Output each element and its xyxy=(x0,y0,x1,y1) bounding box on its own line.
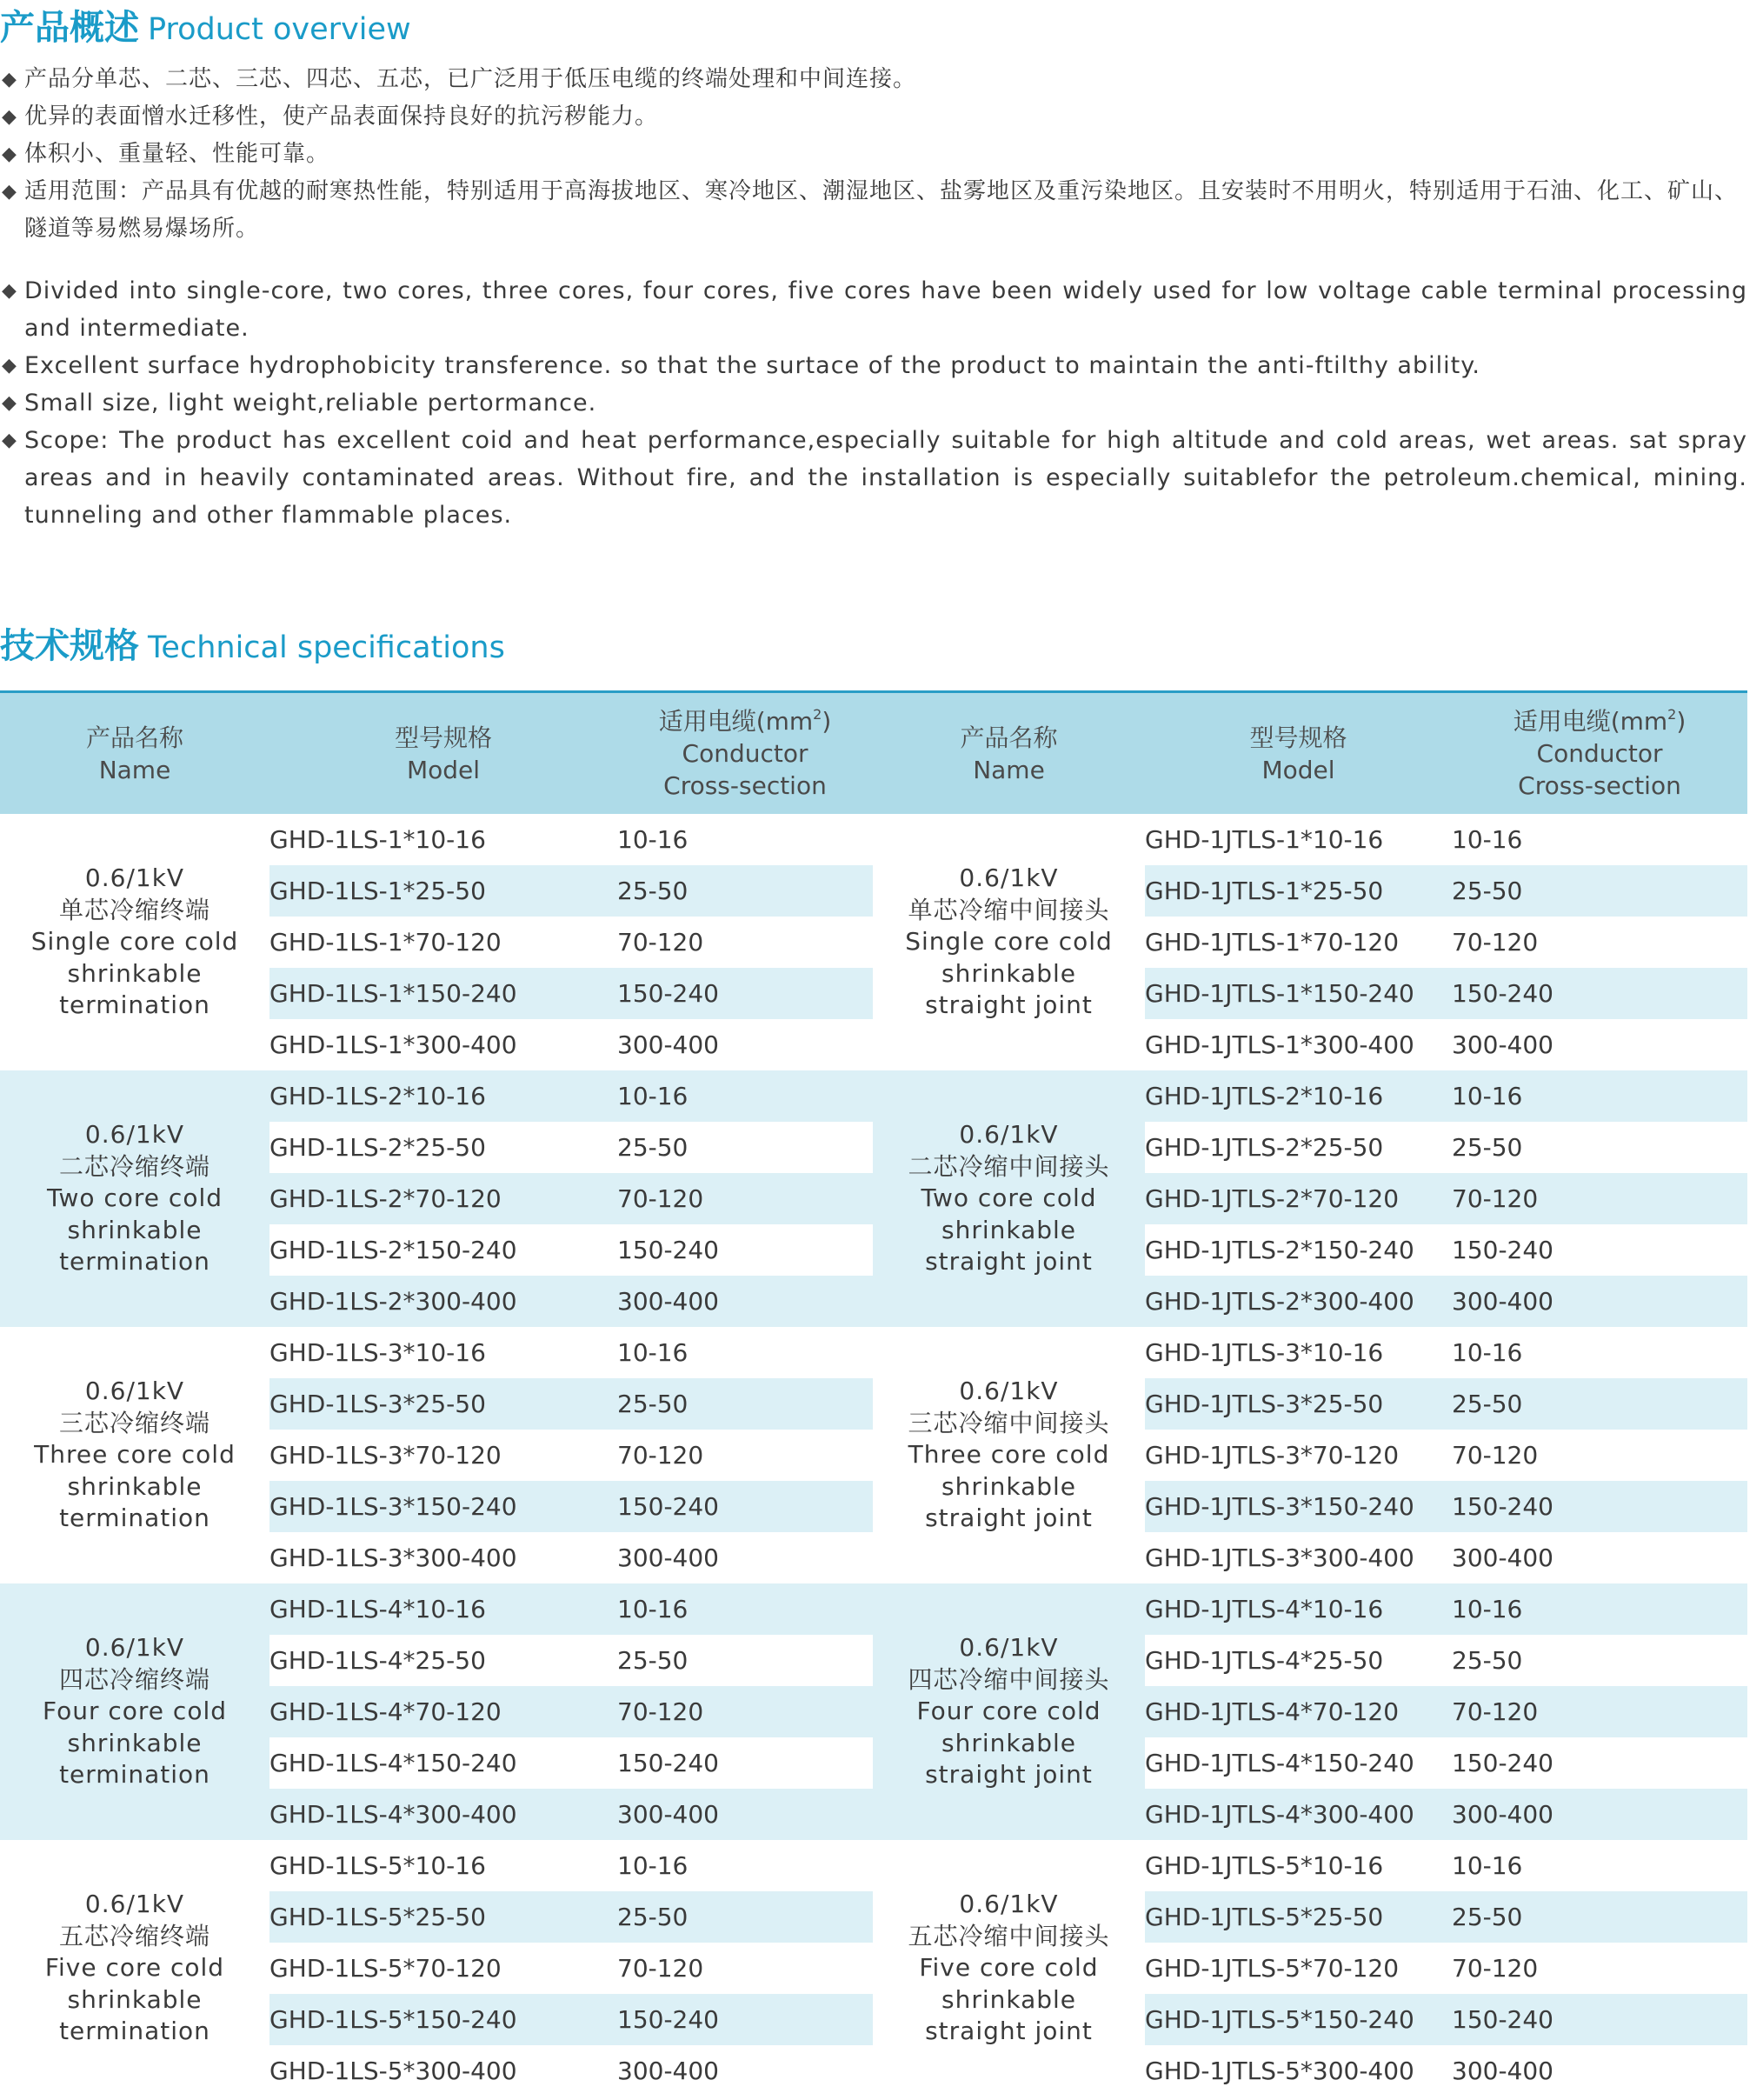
product-name-line: 二芯冷缩终端 xyxy=(58,1151,210,1181)
cross-section-cell: 150-240 xyxy=(617,1994,873,2045)
cross-section-cell: 70-120 xyxy=(617,1441,704,1470)
product-name-line: straight joint xyxy=(925,990,1093,1020)
product-name-line: straight joint xyxy=(925,1247,1093,1277)
model-cell: GHD-1JTLS-1*70-120 xyxy=(1145,928,1400,957)
cross-section-cell: 25-50 xyxy=(617,1378,873,1430)
model-cell: GHD-1LS-1*25-50 xyxy=(269,865,617,917)
bullet-cn: ◆ 产品分单芯、二芯、三芯、四芯、五芯，已广泛用于低压电缆的终端处理和中间连接。 xyxy=(0,61,1747,98)
table-row xyxy=(0,1070,1747,1122)
product-name-line: Three core cold xyxy=(908,1440,1110,1470)
model-cell: GHD-1JTLS-1*10-16 xyxy=(1145,825,1384,854)
bullet-cn: ◆ 适用范围：产品具有优越的耐寒热性能，特别适用于高海拔地区、寒冷地区、潮湿地区、盐雾地区及重污染地区。且安装时不用明火，特别适用于石油、化工、矿山、隧道等易燃易爆场所。 xyxy=(0,173,1747,248)
product-name-line: 0.6/1kV xyxy=(959,1377,1059,1406)
model-cell: GHD-1JTLS-3*10-16 xyxy=(1145,1338,1384,1367)
product-name-line: 四芯冷缩终端 xyxy=(58,1664,210,1694)
cross-section-cell: 150-240 xyxy=(617,1224,873,1276)
spec-group xyxy=(0,1327,1747,1583)
cross-section-cell: 300-400 xyxy=(617,1789,873,1840)
product-name-line: termination xyxy=(59,1503,210,1533)
cross-section-cell: 70-120 xyxy=(1452,1954,1539,1983)
bullet-en: ◆ Divided into single-core, two cores, three cores, four cores, five cores have been widely used for low voltage cable terminal processing and intermediate. xyxy=(0,272,1747,347)
model-cell: GHD-1LS-3*150-240 xyxy=(269,1481,617,1532)
model-cell: GHD-1JTLS-4*10-16 xyxy=(1145,1583,1452,1635)
product-name-line: Single core cold xyxy=(905,927,1113,957)
header-model-left: 型号规格 Model xyxy=(269,692,617,815)
product-name-line: shrinkable xyxy=(67,1728,203,1757)
product-name-cell xyxy=(0,1583,269,1840)
product-name-line: shrinkable xyxy=(941,1215,1077,1244)
model-cell: GHD-1JTLS-1*300-400 xyxy=(1145,1030,1414,1059)
product-name-line: 0.6/1kV xyxy=(84,1633,185,1663)
overview-bullets-en xyxy=(0,272,1747,534)
model-cell: GHD-1JTLS-2*25-50 xyxy=(1145,1122,1452,1173)
product-name-line: Single core cold xyxy=(30,927,239,957)
spec-table xyxy=(0,690,1747,2097)
model-cell: GHD-1JTLS-4*300-400 xyxy=(1145,1789,1452,1840)
cross-section-cell: 150-240 xyxy=(617,1737,873,1789)
header-cross-section-left: 适用电缆$(mm^2)$ Conductor Cross-section xyxy=(617,692,873,815)
diamond-bullet-icon: ◆ xyxy=(2,280,17,302)
model-cell: GHD-1LS-5*300-400 xyxy=(269,2057,517,2085)
model-cell: GHD-1JTLS-3*70-120 xyxy=(1145,1441,1400,1470)
model-cell: GHD-1JTLS-5*70-120 xyxy=(1145,1954,1400,1983)
specs-title xyxy=(0,618,505,668)
product-name-line: 0.6/1kV xyxy=(959,1890,1059,1919)
model-cell: GHD-1LS-5*70-120 xyxy=(269,1954,502,1983)
cross-section-cell: 150-240 xyxy=(1452,1481,1747,1532)
spec-header-row xyxy=(0,692,1747,815)
bullet-cn: ◆ 优异的表面憎水迁移性，使产品表面保持良好的抗污秽能力。 xyxy=(0,98,1747,136)
model-cell: GHD-1LS-3*70-120 xyxy=(269,1441,502,1470)
product-name-line: 五芯冷缩中间接头 xyxy=(908,1921,1110,1950)
table-row xyxy=(0,1583,1747,1635)
product-name-line: Two core cold xyxy=(921,1183,1097,1213)
cross-section-cell: 150-240 xyxy=(1452,968,1747,1019)
product-name-line: 0.6/1kV xyxy=(84,863,185,893)
table-row xyxy=(0,1327,1747,1378)
cross-section-cell: 300-400 xyxy=(617,1030,719,1059)
model-cell: GHD-1JTLS-2*300-400 xyxy=(1145,1276,1452,1327)
cross-section-cell: 150-240 xyxy=(1452,1737,1747,1789)
product-name-cell xyxy=(0,1070,269,1327)
table-row xyxy=(0,814,1747,865)
cross-section-cell: 300-400 xyxy=(1452,1789,1747,1840)
product-name-line: Three core cold xyxy=(34,1440,236,1470)
table-row xyxy=(0,1840,1747,1891)
model-cell: GHD-1LS-2*150-240 xyxy=(269,1224,617,1276)
model-cell: GHD-1LS-4*150-240 xyxy=(269,1737,617,1789)
model-cell: GHD-1JTLS-1*25-50 xyxy=(1145,865,1452,917)
product-name-line: Four core cold xyxy=(916,1697,1101,1726)
spec-group xyxy=(0,1840,1747,2097)
cross-section-cell: 70-120 xyxy=(617,1954,704,1983)
cross-section-cell: 70-120 xyxy=(1452,1686,1747,1737)
cross-section-cell: 300-400 xyxy=(617,1276,873,1327)
model-cell: GHD-1JTLS-1*150-240 xyxy=(1145,968,1452,1019)
cross-section-cell: 10-16 xyxy=(1452,825,1523,854)
cross-section-cell: 300-400 xyxy=(617,1543,719,1572)
model-cell: GHD-1JTLS-3*150-240 xyxy=(1145,1481,1452,1532)
model-cell: GHD-1LS-4*10-16 xyxy=(269,1583,617,1635)
product-name-line: straight joint xyxy=(925,1760,1093,1790)
product-name-line: shrinkable xyxy=(67,958,203,988)
model-cell: GHD-1LS-1*300-400 xyxy=(269,1030,517,1059)
product-name-line: 0.6/1kV xyxy=(959,1120,1059,1150)
diamond-bullet-icon: ◆ xyxy=(2,106,17,128)
cross-section-cell: 10-16 xyxy=(617,1583,873,1635)
bullet-en: ◆ Excellent surface hydrophobicity transference. so that the surtace of the product to maintain the anti-ftilthy ability. xyxy=(0,347,1747,384)
model-cell: GHD-1JTLS-5*150-240 xyxy=(1145,1994,1452,2045)
cross-section-cell: 10-16 xyxy=(1452,1851,1523,1880)
product-name-line: Five core cold xyxy=(919,1953,1099,1983)
product-name-cell xyxy=(0,1840,269,2097)
model-cell: GHD-1LS-1*150-240 xyxy=(269,968,617,1019)
product-name-line: 0.6/1kV xyxy=(84,1120,185,1150)
cross-section-cell: 70-120 xyxy=(1452,1173,1747,1224)
cross-section-cell: 70-120 xyxy=(617,1173,873,1224)
model-cell: GHD-1JTLS-2*150-240 xyxy=(1145,1224,1452,1276)
cross-section-cell: 300-400 xyxy=(1452,1030,1553,1059)
product-name-line: 单芯冷缩中间接头 xyxy=(908,895,1110,924)
diamond-bullet-icon: ◆ xyxy=(2,181,17,203)
spec-group xyxy=(0,814,1747,1070)
cross-section-cell: 10-16 xyxy=(617,1851,689,1880)
product-name-cell xyxy=(873,1327,1145,1583)
overview-bullets-cn xyxy=(0,61,1747,248)
model-cell: GHD-1LS-2*300-400 xyxy=(269,1276,617,1327)
cross-section-cell: 300-400 xyxy=(1452,1543,1553,1572)
cross-section-cell: 25-50 xyxy=(1452,1891,1747,1943)
product-name-line: shrinkable xyxy=(941,1984,1077,2014)
cross-section-cell: 25-50 xyxy=(1452,1378,1747,1430)
product-name-line: Five core cold xyxy=(44,1953,225,1983)
header-cross-section-right: 适用电缆$(mm^2)$ Conductor Cross-section xyxy=(1452,692,1747,815)
cross-section-cell: 10-16 xyxy=(1452,1338,1523,1367)
product-name-line: shrinkable xyxy=(941,958,1077,988)
product-name-line: shrinkable xyxy=(941,1728,1077,1757)
cross-section-cell: 300-400 xyxy=(1452,2057,1553,2085)
overview-title-en: Product overview xyxy=(148,12,411,47)
diamond-bullet-icon: ◆ xyxy=(2,355,17,377)
product-name-line: straight joint xyxy=(925,2017,1093,2046)
model-cell: GHD-1LS-5*10-16 xyxy=(269,1851,486,1880)
cross-section-cell: 25-50 xyxy=(1452,1122,1747,1173)
diamond-bullet-icon: ◆ xyxy=(2,392,17,414)
cross-section-cell: 25-50 xyxy=(617,1635,873,1686)
cross-section-cell: 300-400 xyxy=(617,2057,719,2085)
product-name-line: Two core cold xyxy=(46,1183,223,1213)
model-cell: GHD-1LS-1*70-120 xyxy=(269,928,502,957)
product-name-line: 四芯冷缩中间接头 xyxy=(908,1664,1110,1694)
cross-section-cell: 70-120 xyxy=(617,1686,873,1737)
product-name-line: 五芯冷缩终端 xyxy=(58,1921,210,1950)
header-name-right: 产品名称 Name xyxy=(873,692,1145,815)
model-cell: GHD-1LS-4*70-120 xyxy=(269,1686,617,1737)
model-cell: GHD-1JTLS-4*25-50 xyxy=(1145,1635,1452,1686)
model-cell: GHD-1LS-4*300-400 xyxy=(269,1789,617,1840)
product-name-line: shrinkable xyxy=(941,1471,1077,1501)
product-name-cell xyxy=(873,1583,1145,1840)
cross-section-cell: 10-16 xyxy=(617,1338,689,1367)
cross-section-cell: 25-50 xyxy=(617,865,873,917)
model-cell: GHD-1LS-2*25-50 xyxy=(269,1122,617,1173)
model-cell: GHD-1LS-3*300-400 xyxy=(269,1543,517,1572)
diamond-bullet-icon: ◆ xyxy=(2,430,17,451)
product-name-line: termination xyxy=(59,990,210,1020)
model-cell: GHD-1LS-3*10-16 xyxy=(269,1338,486,1367)
product-name-cell xyxy=(0,814,269,1070)
cross-section-cell: 25-50 xyxy=(617,1891,873,1943)
header-name-left: 产品名称 Name xyxy=(0,692,269,815)
cross-section-cell: 10-16 xyxy=(1452,1070,1747,1122)
diamond-bullet-icon: ◆ xyxy=(2,143,17,165)
cross-section-cell: 10-16 xyxy=(1452,1583,1747,1635)
product-name-cell xyxy=(873,814,1145,1070)
model-cell: GHD-1JTLS-4*150-240 xyxy=(1145,1737,1452,1789)
specs-title-cn: 技术规格 xyxy=(0,626,139,666)
product-name-line: shrinkable xyxy=(67,1984,203,2014)
model-cell: GHD-1LS-2*70-120 xyxy=(269,1173,617,1224)
bullet-cn: ◆ 体积小、重量轻、性能可靠。 xyxy=(0,136,1747,173)
product-name-line: 三芯冷缩中间接头 xyxy=(908,1408,1110,1437)
product-name-line: 0.6/1kV xyxy=(959,863,1059,893)
cross-section-cell: 150-240 xyxy=(1452,1994,1747,2045)
overview-title-cn: 产品概述 xyxy=(0,8,139,48)
cross-section-cell: 25-50 xyxy=(1452,865,1747,917)
model-cell: GHD-1JTLS-2*10-16 xyxy=(1145,1070,1452,1122)
model-cell: GHD-1JTLS-3*300-400 xyxy=(1145,1543,1414,1572)
cross-section-cell: 70-120 xyxy=(1452,1441,1539,1470)
cross-section-cell: 25-50 xyxy=(1452,1635,1747,1686)
product-name-line: 0.6/1kV xyxy=(959,1633,1059,1663)
product-name-line: 单芯冷缩终端 xyxy=(58,895,210,924)
product-name-line: termination xyxy=(59,1760,210,1790)
model-cell: GHD-1LS-5*25-50 xyxy=(269,1891,617,1943)
header-model-right: 型号规格 Model xyxy=(1145,692,1452,815)
model-cell: GHD-1JTLS-5*10-16 xyxy=(1145,1851,1384,1880)
spec-group xyxy=(0,1070,1747,1327)
product-name-line: termination xyxy=(59,1247,210,1277)
overview-title xyxy=(0,0,411,50)
model-cell: GHD-1JTLS-5*25-50 xyxy=(1145,1891,1452,1943)
product-name-line: shrinkable xyxy=(67,1215,203,1244)
model-cell: GHD-1LS-4*25-50 xyxy=(269,1635,617,1686)
cross-section-cell: 10-16 xyxy=(617,1070,873,1122)
bullet-en: ◆ Scope: The product has excellent coid and heat performance,especially suitable for high altitude and cold areas, wet areas. sat spray areas and in heavily contaminated areas. Without fire, and the installation is especially suitablefor the petroleum.chemical, mining. tunneling and other flammable places. xyxy=(0,422,1747,534)
model-cell: GHD-1JTLS-5*300-400 xyxy=(1145,2057,1414,2085)
product-name-line: Four core cold xyxy=(42,1697,228,1726)
model-cell: GHD-1LS-1*10-16 xyxy=(269,825,486,854)
model-cell: GHD-1JTLS-3*25-50 xyxy=(1145,1378,1452,1430)
diamond-bullet-icon: ◆ xyxy=(2,69,17,90)
product-name-line: 三芯冷缩终端 xyxy=(58,1408,210,1437)
cross-section-cell: 150-240 xyxy=(1452,1224,1747,1276)
cross-section-cell: 25-50 xyxy=(617,1122,873,1173)
product-name-line: termination xyxy=(59,2017,210,2046)
product-name-line: shrinkable xyxy=(67,1471,203,1501)
model-cell: GHD-1LS-5*150-240 xyxy=(269,1994,617,2045)
model-cell: GHD-1LS-2*10-16 xyxy=(269,1070,617,1122)
cross-section-cell: 300-400 xyxy=(1452,1276,1747,1327)
model-cell: GHD-1JTLS-2*70-120 xyxy=(1145,1173,1452,1224)
product-name-line: 0.6/1kV xyxy=(84,1890,185,1919)
bullet-en: ◆ Small size, light weight,reliable pertormance. xyxy=(0,384,1747,422)
product-name-line: 二芯冷缩中间接头 xyxy=(908,1151,1110,1181)
cross-section-cell: 150-240 xyxy=(617,1481,873,1532)
product-name-line: straight joint xyxy=(925,1503,1093,1533)
product-name-cell xyxy=(873,1070,1145,1327)
cross-section-cell: 70-120 xyxy=(1452,928,1539,957)
product-name-cell xyxy=(0,1327,269,1583)
cross-section-cell: 70-120 xyxy=(617,928,704,957)
product-name-cell xyxy=(873,1840,1145,2097)
cross-section-cell: 150-240 xyxy=(617,968,873,1019)
model-cell: GHD-1LS-3*25-50 xyxy=(269,1378,617,1430)
specs-title-en: Technical specifications xyxy=(148,630,505,665)
model-cell: GHD-1JTLS-4*70-120 xyxy=(1145,1686,1452,1737)
spec-group xyxy=(0,1583,1747,1840)
cross-section-cell: 10-16 xyxy=(617,825,689,854)
product-name-line: 0.6/1kV xyxy=(84,1377,185,1406)
